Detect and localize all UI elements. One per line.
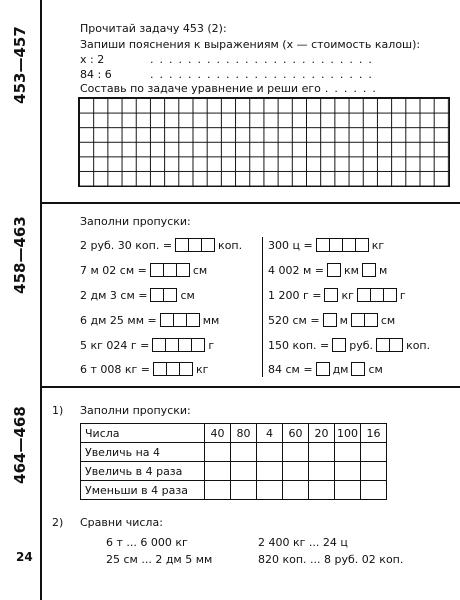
- page-number: 24: [16, 550, 33, 564]
- answer-box[interactable]: [191, 338, 205, 352]
- item-number-2: 2): [52, 516, 64, 529]
- equation-instruction: Составь по задаче уравнение и реши его ......: [80, 82, 382, 95]
- expression-2: 84 : 6: [80, 68, 112, 81]
- answer-box[interactable]: [176, 263, 190, 277]
- table-row: [81, 443, 387, 462]
- exercise-expression: 6 т 008 кг =: [80, 362, 151, 376]
- table-row: [81, 462, 387, 481]
- compare-item: 25 см ... 2 дм 5 мм: [106, 553, 213, 566]
- table-title: Заполни пропуски:: [80, 404, 191, 417]
- margin-line: [40, 0, 42, 600]
- answer-box[interactable]: [316, 238, 330, 252]
- unit-label: см: [380, 313, 396, 327]
- table-cell[interactable]: [283, 443, 309, 462]
- table-number: 60: [283, 424, 309, 443]
- table-cell[interactable]: [257, 481, 283, 500]
- exercise-row: [80, 337, 214, 353]
- answer-box[interactable]: [163, 288, 177, 302]
- answer-boxes: [153, 362, 193, 376]
- exercise-row: [268, 361, 383, 377]
- section-divider-1: [40, 202, 460, 204]
- answer-boxes: [327, 263, 341, 277]
- table-number: 100: [335, 424, 361, 443]
- task-explain: Запиши пояснения к выражениям (х — стоимость калош):: [80, 38, 421, 51]
- exercise-expression: 150 коп. =: [268, 338, 330, 352]
- answer-box[interactable]: [323, 313, 337, 327]
- table-cell[interactable]: [361, 443, 387, 462]
- answer-box[interactable]: [316, 362, 330, 376]
- unit-label: г: [208, 338, 215, 352]
- exercise-row: [268, 262, 387, 278]
- exercise-expression: 6 дм 25 мм =: [80, 313, 157, 327]
- answer-boxes: [316, 362, 330, 376]
- answer-boxes: [324, 288, 338, 302]
- table-cell[interactable]: [283, 462, 309, 481]
- unit-label: дм: [332, 362, 349, 376]
- compare-item: 2 400 кг ... 24 ц: [258, 536, 348, 549]
- column-separator: [262, 237, 263, 377]
- unit-label: коп.: [218, 238, 243, 252]
- answer-box[interactable]: [173, 313, 187, 327]
- unit-label: руб.: [349, 338, 374, 352]
- table-row: [81, 481, 387, 500]
- answer-box[interactable]: [179, 362, 193, 376]
- answer-box[interactable]: [165, 338, 179, 352]
- exercise-row: [80, 361, 208, 377]
- exercise-row: [268, 237, 384, 253]
- exercise-row: [80, 312, 219, 328]
- table-cell[interactable]: [309, 481, 335, 500]
- table-row-label: Увеличь на 4: [81, 443, 205, 462]
- exercise-expression: 520 см =: [268, 313, 320, 327]
- answer-box[interactable]: [324, 288, 338, 302]
- answer-boxes: [316, 238, 369, 252]
- task-title: Прочитай задачу 453 (2):: [80, 22, 227, 35]
- answer-box[interactable]: [351, 313, 365, 327]
- answer-boxes: [351, 362, 365, 376]
- table-cell[interactable]: [205, 481, 231, 500]
- section-label-3: 464—468: [11, 406, 29, 484]
- table-number: 20: [309, 424, 335, 443]
- table-cell[interactable]: [335, 462, 361, 481]
- exercise-row: [268, 312, 395, 328]
- unit-label: см: [368, 362, 383, 376]
- exercise-row: [80, 237, 242, 253]
- answer-grid[interactable]: [78, 97, 450, 187]
- answer-boxes: [150, 288, 177, 302]
- table-number: 40: [205, 424, 231, 443]
- table-cell[interactable]: [257, 462, 283, 481]
- answer-dots-2[interactable]: ........................: [150, 68, 378, 81]
- table-cell[interactable]: [231, 481, 257, 500]
- unit-label: кг: [341, 288, 354, 302]
- exercise-expression: 300 ц =: [268, 238, 313, 252]
- answer-boxes: [351, 313, 378, 327]
- unit-label: см: [192, 263, 208, 277]
- section-divider-2: [40, 386, 460, 388]
- table-number: 4: [257, 424, 283, 443]
- table-cell[interactable]: [205, 462, 231, 481]
- answer-box[interactable]: [175, 238, 189, 252]
- answer-box[interactable]: [150, 263, 164, 277]
- section-label-2: 458—463: [11, 216, 29, 294]
- answer-box[interactable]: [332, 338, 346, 352]
- answer-box[interactable]: [186, 313, 200, 327]
- table-cell[interactable]: [231, 462, 257, 481]
- table-cell[interactable]: [283, 481, 309, 500]
- table-number: 16: [361, 424, 387, 443]
- unit-label: коп.: [406, 338, 431, 352]
- exercise-expression: 2 дм 3 см =: [80, 288, 148, 302]
- exercise-row: [80, 262, 207, 278]
- answer-box[interactable]: [351, 362, 365, 376]
- table-row-label: Уменьши в 4 раза: [81, 481, 205, 500]
- unit-label: мм: [202, 313, 220, 327]
- expression-1: х : 2: [80, 53, 105, 66]
- unit-label: кг: [371, 238, 385, 252]
- unit-label: м: [339, 313, 348, 327]
- answer-boxes: [362, 263, 376, 277]
- exercise-expression: 4 002 м =: [268, 263, 324, 277]
- table-cell[interactable]: [335, 443, 361, 462]
- answer-box[interactable]: [152, 338, 166, 352]
- answer-boxes: [376, 338, 403, 352]
- answer-box[interactable]: [389, 338, 403, 352]
- answer-box[interactable]: [201, 238, 215, 252]
- table-cell[interactable]: [257, 443, 283, 462]
- answer-dots-3: ......: [324, 82, 382, 95]
- table-header-label: Числа: [81, 424, 205, 443]
- numbers-table: [80, 423, 387, 500]
- answer-boxes: [323, 313, 337, 327]
- answer-box[interactable]: [383, 288, 397, 302]
- item-number-1: 1): [52, 404, 64, 417]
- fill-title: Заполни пропуски:: [80, 215, 191, 228]
- answer-boxes: [150, 263, 190, 277]
- answer-dots-1[interactable]: ........................: [150, 53, 378, 66]
- answer-box[interactable]: [160, 313, 174, 327]
- answer-box[interactable]: [166, 362, 180, 376]
- answer-box[interactable]: [329, 238, 343, 252]
- compare-title: Сравни числа:: [80, 516, 163, 529]
- table-header-row: [81, 424, 387, 443]
- answer-box[interactable]: [376, 338, 390, 352]
- table-number: 80: [231, 424, 257, 443]
- section-label-1: 453—457: [11, 26, 29, 104]
- unit-label: см: [180, 288, 195, 302]
- answer-boxes: [152, 338, 205, 352]
- answer-boxes: [160, 313, 200, 327]
- unit-label: м: [378, 263, 388, 277]
- compare-item: 820 коп. ... 8 руб. 02 коп.: [258, 553, 404, 566]
- exercise-expression: 1 200 г =: [268, 288, 322, 302]
- exercise-row: [268, 287, 406, 303]
- compare-item: 6 т ... 6 000 кг: [106, 536, 188, 549]
- answer-boxes: [175, 238, 215, 252]
- answer-box[interactable]: [163, 263, 177, 277]
- exercise-expression: 7 м 02 см =: [80, 263, 147, 277]
- exercise-expression: 84 см =: [268, 362, 313, 376]
- unit-label: кг: [196, 362, 209, 376]
- answer-box[interactable]: [327, 263, 341, 277]
- exercise-row: [268, 337, 430, 353]
- table-cell[interactable]: [361, 481, 387, 500]
- answer-box[interactable]: [150, 288, 164, 302]
- table-cell[interactable]: [309, 443, 335, 462]
- exercise-expression: 5 кг 024 г =: [80, 338, 150, 352]
- exercise-row: [80, 287, 195, 303]
- answer-box[interactable]: [153, 362, 167, 376]
- answer-boxes: [357, 288, 397, 302]
- table-cell[interactable]: [231, 443, 257, 462]
- table-cell[interactable]: [335, 481, 361, 500]
- answer-box[interactable]: [357, 288, 371, 302]
- answer-box[interactable]: [370, 288, 384, 302]
- unit-label: км: [344, 263, 359, 277]
- table-cell[interactable]: [309, 462, 335, 481]
- table-row-label: Увеличь в 4 раза: [81, 462, 205, 481]
- answer-boxes: [332, 338, 346, 352]
- answer-box[interactable]: [178, 338, 192, 352]
- unit-label: г: [399, 288, 406, 302]
- table-cell[interactable]: [361, 462, 387, 481]
- answer-box[interactable]: [362, 263, 376, 277]
- answer-box[interactable]: [355, 238, 369, 252]
- answer-box[interactable]: [188, 238, 202, 252]
- exercise-expression: 2 руб. 30 коп. =: [80, 238, 173, 252]
- answer-box[interactable]: [342, 238, 356, 252]
- table-cell[interactable]: [205, 443, 231, 462]
- answer-box[interactable]: [364, 313, 378, 327]
